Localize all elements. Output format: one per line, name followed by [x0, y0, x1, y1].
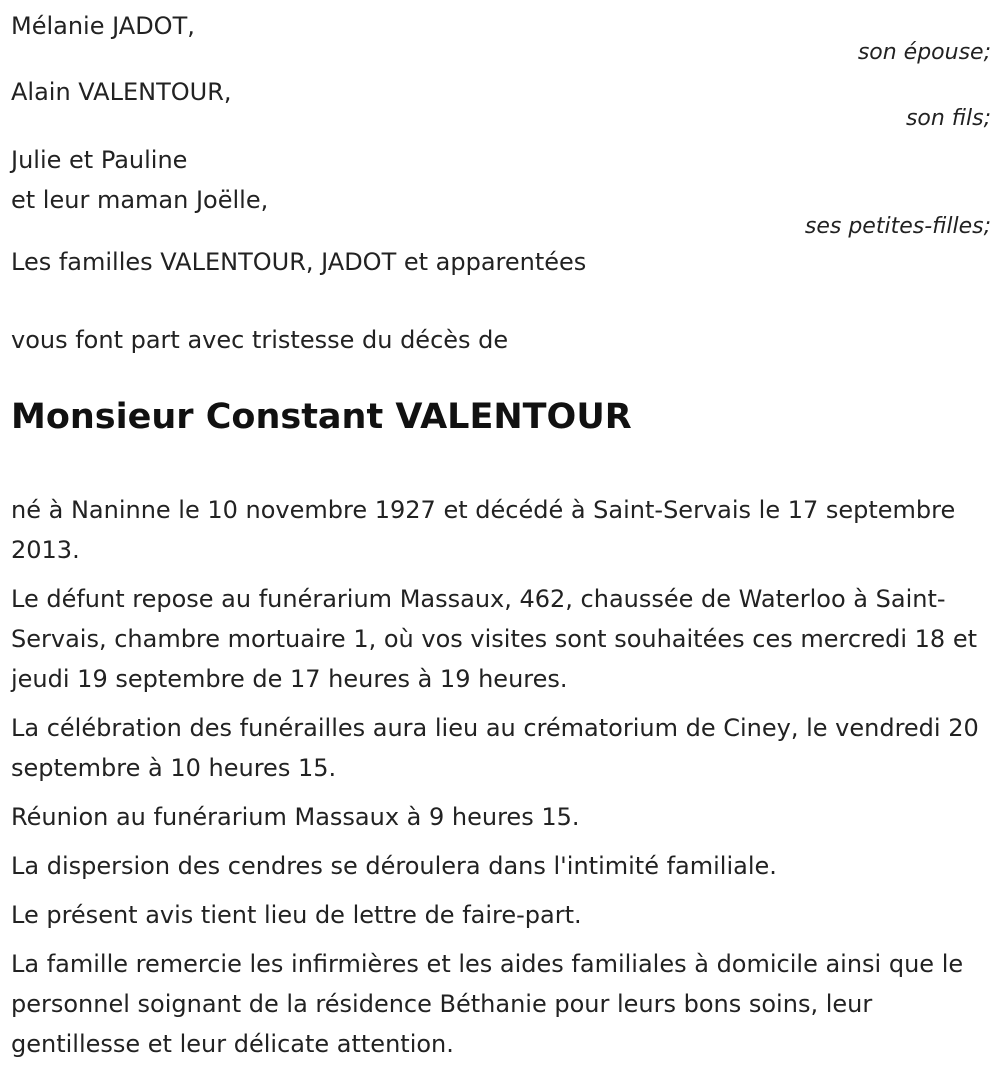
families-line: Les familles VALENTOUR, JADOT et apparentées: [11, 248, 587, 276]
ashes-paragraph: La dispersion des cendres se déroulera dans l'intimité familiale.: [11, 852, 777, 880]
family-member-name: Julie et Pauline: [11, 146, 188, 174]
family-member-granddaughters: [11, 140, 991, 240]
family-member-role: ses petites-filles;: [804, 214, 991, 239]
family-member-name: Mélanie JADOT,: [11, 12, 195, 40]
family-member-son: [11, 72, 991, 132]
thanks-paragraph: La famille remercie les infirmières et les aides familiales à domicile ainsi que le personnel soignant de la résidence Béthanie pour leurs bons soins, leur gentillesse et leur délicate attention.: [11, 950, 964, 1058]
birth-death-paragraph: né à Naninne le 10 novembre 1927 et décédé à Saint-Servais le 17 septembre 2013.: [11, 496, 956, 564]
funeral-paragraph: La célébration des funérailles aura lieu au crématorium de Ciney, le vendredi 20 septembre à 10 heures 15.: [11, 714, 979, 782]
announcement-intro: vous font part avec tristesse du décès de: [11, 326, 509, 354]
notice-paragraph: Le présent avis tient lieu de lettre de faire-part.: [11, 901, 582, 929]
visitation-paragraph: Le défunt repose au funérarium Massaux, 462, chaussée de Waterloo à Saint-Servais, chambre mortuaire 1, où vos visites sont souhaitées ces mercredi 18 et jeudi 19 septembre de 17 heures à 19 heures.: [11, 585, 977, 693]
family-member-role: son fils;: [905, 106, 991, 131]
notice-body: [11, 490, 991, 1064]
family-member-role: son épouse;: [857, 40, 991, 65]
meeting-paragraph: Réunion au funérarium Massaux à 9 heures 15.: [11, 803, 580, 831]
family-member-name: et leur maman Joëlle,: [11, 186, 269, 214]
deceased-name: Monsieur Constant VALENTOUR: [11, 397, 632, 437]
family-member-spouse: [11, 0, 991, 66]
family-member-name: Alain VALENTOUR,: [11, 78, 232, 106]
obituary-notice: [11, 0, 991, 1073]
